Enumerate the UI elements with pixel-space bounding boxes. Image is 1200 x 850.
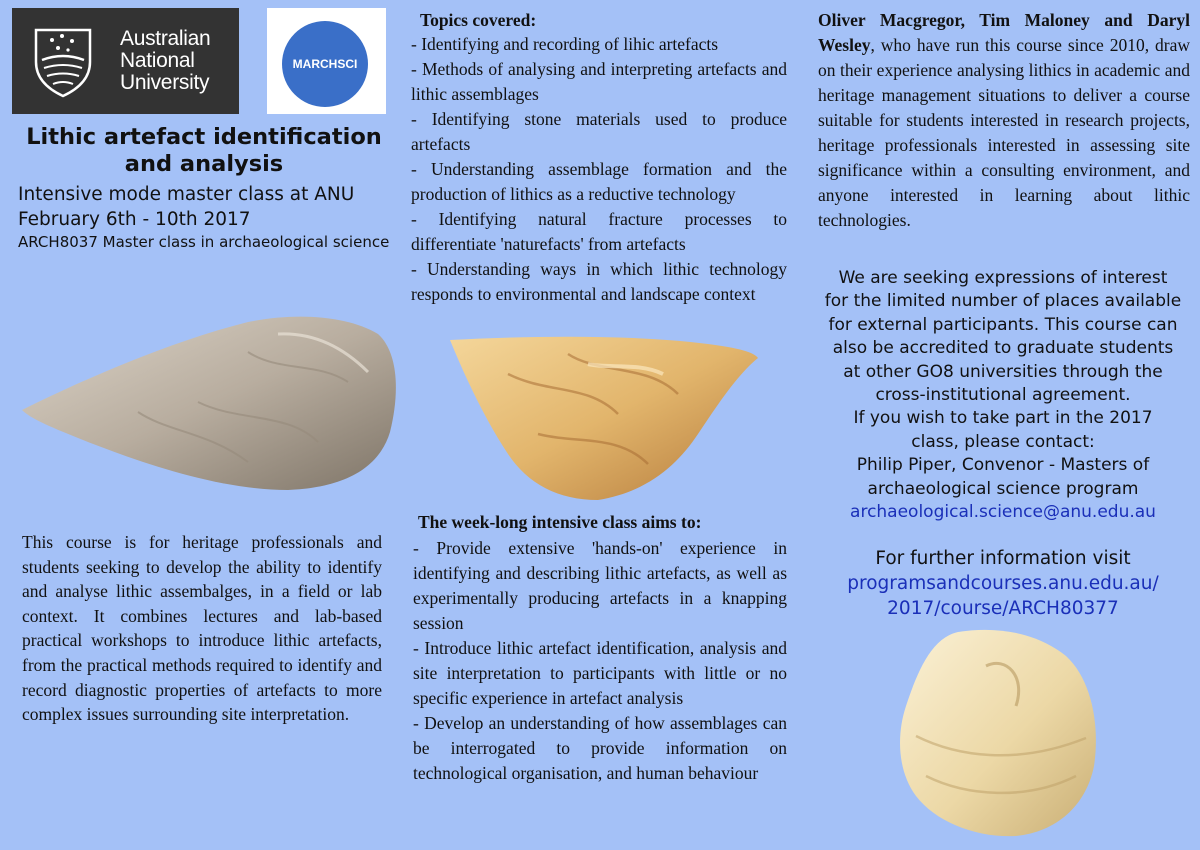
list-item: - Understanding ways in which lithic technology responds to environmental and landscape context: [411, 259, 787, 304]
list-item: - Develop an understanding of how assemblages can be interrogated to provide information on technological organisation, and human behaviour: [413, 713, 787, 783]
eoi-line: We are seeking expressions of interest: [838, 268, 1168, 288]
eoi-line: cross-institutional agreement.: [875, 385, 1131, 406]
marchsci-logo: [267, 8, 386, 114]
anu-wordmark-line: Australian: [120, 27, 211, 50]
eoi-line: class, please contact:: [911, 431, 1095, 452]
intro-paragraph: This course is for heritage professionals and students seeking to develop the ability to identify and analyse lithic assembalges, in a field or lab context. It combines lectures and lab-based practical workshops to introduce lithic artefacts, from the practical methods required to identify and record diagnostic properties of artefacts to more complex issues surrounding site interpretation.: [22, 532, 382, 725]
eoi-line: If you wish to take part in the 2017: [853, 408, 1153, 429]
course-code: ARCH8037 Master class in archaeological science: [18, 233, 390, 251]
presenter-names: Oliver Macgregor, Tim Maloney and Daryl Wesley: [818, 10, 1190, 55]
core-artefact-image: [896, 626, 1100, 838]
eoi-line: Philip Piper, Convenor - Masters of: [856, 455, 1150, 476]
eoi-line: at other GO8 universities through the: [843, 361, 1163, 382]
marchsci-badge: MARCHSCI: [282, 21, 368, 107]
page-title: [12, 124, 396, 178]
flake-artefact-image: [448, 334, 760, 502]
eoi-line: for the limited number of places available: [824, 291, 1182, 312]
topics-list: [411, 32, 787, 307]
list-item: - Identifying stone materials used to produce artefacts: [411, 109, 787, 154]
expression-of-interest: [806, 267, 1200, 524]
eoi-line: also be accredited to graduate students: [832, 338, 1174, 359]
subtitle-line: Intensive mode master class at ANU: [18, 184, 355, 205]
anu-wordmark: [120, 28, 210, 94]
anu-logo: [12, 8, 239, 114]
presenters-paragraph: [818, 8, 1190, 233]
list-item: - Provide extensive 'hands-on' experience in identifying and describing lithic artefacts, as well as experimentally producing artefacts in a knapping session: [413, 538, 787, 633]
info-line: For further information visit: [875, 548, 1131, 569]
list-item: - Identifying natural fracture processes to differentiate 'naturefacts' from artefacts: [411, 209, 787, 254]
anu-wordmark-line: University: [120, 71, 210, 94]
eoi-line: archaeological science program: [867, 478, 1139, 499]
anu-crest-icon: [28, 24, 98, 100]
aims-list: [413, 536, 787, 786]
list-item: - Understanding assemblage formation and the production of lithics as a reductive technology: [411, 159, 787, 204]
further-info: [806, 546, 1200, 621]
title-line: and analysis: [124, 151, 284, 177]
topics-heading: Topics covered:: [420, 10, 537, 30]
list-item: - Identifying and recording of lihic artefacts: [411, 34, 719, 54]
leaf-point-artefact-image: [18, 312, 400, 494]
contact-email-link[interactable]: archaeological.science@anu.edu.au: [850, 502, 1156, 523]
list-item: - Methods of analysing and interpreting artefacts and lithic assemblages: [411, 59, 787, 104]
course-url-link[interactable]: programsandcourses.anu.edu.au/: [847, 573, 1159, 594]
aims-heading: The week-long intensive class aims to:: [418, 512, 702, 532]
course-url-link[interactable]: 2017/course/ARCH80377: [887, 598, 1119, 619]
subtitle: [18, 182, 398, 232]
presenters-text: , who have run this course since 2010, draw on their experience analysing lithics in academic and heritage management situations to deliver a course suitable for students interested in research projects, heritage professionals interested in assessing site significance within a consulting environment, and anyone interested in learning about lithic technologies.: [818, 35, 1190, 230]
eoi-line: for external participants. This course can: [828, 314, 1178, 335]
anu-wordmark-line: National: [120, 49, 195, 72]
list-item: - Introduce lithic artefact identification, analysis and site interpretation to participants with little or no specific experience in artefact analysis: [413, 638, 787, 708]
subtitle-line: February 6th - 10th 2017: [18, 209, 251, 230]
title-line: Lithic artefact identification: [26, 124, 382, 150]
